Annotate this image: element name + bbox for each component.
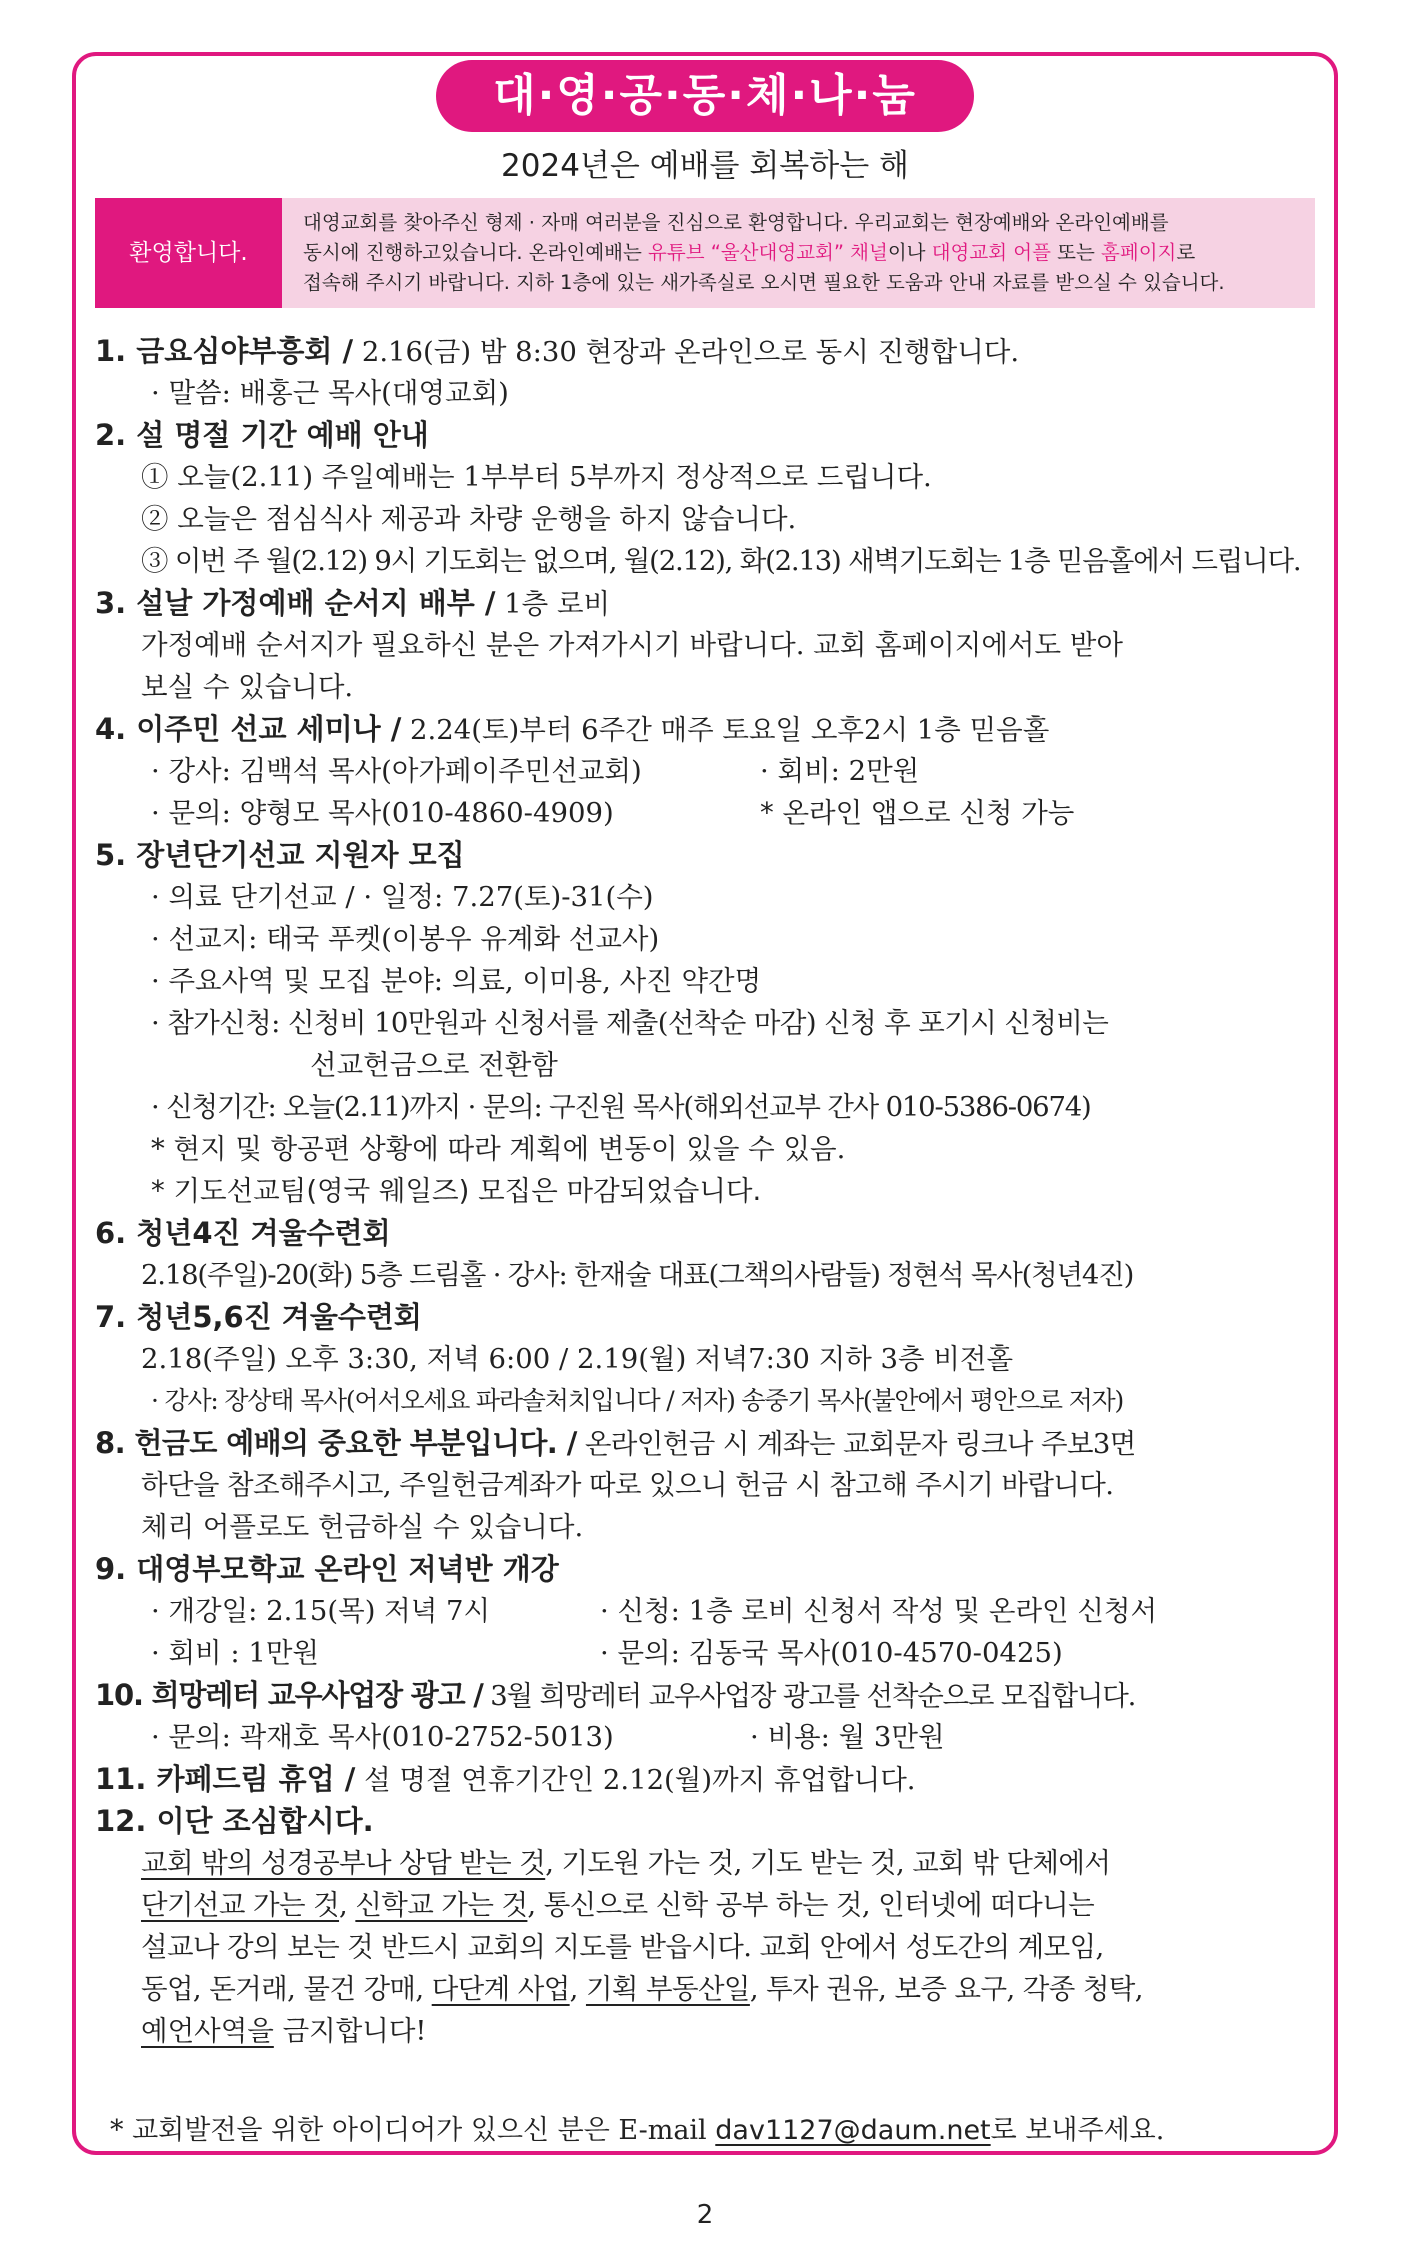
item-text: · 문의: 김동국 목사(010-4570-0425) [600, 1637, 1063, 1669]
underlined-text: 다단계 사업 [431, 1973, 570, 2005]
welcome-label: 환영합니다. [95, 198, 282, 308]
email-link[interactable]: dav1127@daum.net [715, 2115, 991, 2146]
item-3-heading [95, 582, 1315, 624]
underlined-text: 교회 밖의 성경공부나 상담 받는 것 [141, 1847, 546, 1879]
item-heading: 2. 설 명절 기간 예배 안내 [95, 418, 429, 452]
item-8-heading [95, 1422, 1315, 1464]
item-3-line: 보실 수 있습니다. [141, 671, 354, 703]
item-text: · 문의: 양형모 목사(010-4860-4909) [151, 797, 614, 829]
item-heading: 11. 카페드림 휴업 / [95, 1762, 356, 1796]
item-5-line: 선교헌금으로 전환함 [310, 1049, 558, 1081]
item-6-heading [95, 1212, 1315, 1254]
item-5-line: · 주요사역 및 모집 분야: 의료, 이미용, 사진 약간명 [151, 965, 762, 997]
item-5-line: · 의료 단기선교 / · 일정: 7.27(토)-31(수) [151, 881, 654, 913]
item-5-line: · 참가신청: 신청비 10만원과 신청서를 제출(선착순 마감) 신청 후 포기시 신청비는 [151, 1007, 1109, 1039]
item-text: , 투자 권유, 보증 요구, 각종 청탁, [749, 1973, 1143, 2005]
footer-text: * 교회발전을 위한 아이디어가 있으신 분은 E-mail [110, 2115, 716, 2146]
page-title: 대·영·공·동·체·나·눔 [436, 60, 974, 132]
welcome-text [303, 208, 1303, 298]
item-12-line [95, 1968, 1315, 2010]
item-heading: 4. 이주민 선교 세미나 / [95, 712, 402, 746]
item-2-heading [95, 414, 1315, 456]
item-text: · 비용: 월 3만원 [750, 1721, 945, 1753]
welcome-line: 접속해 주시기 바랍니다. 지하 1층에 있는 새가족실로 오시면 필요한 도움과 안내 자료를 받으실 수 있습니다. [303, 271, 1225, 294]
item-text: 설 명절 연휴기간인 2.12(월)까지 휴업합니다. [355, 1764, 916, 1796]
item-2-line: ② 오늘은 점심식사 제공과 차량 운행을 하지 않습니다. [141, 503, 797, 535]
item-text: · 문의: 곽재호 목사(010-2752-5013) [151, 1721, 614, 1753]
item-text: 3월 희망레터 교우사업장 광고를 선착순으로 모집합니다. [482, 1680, 1136, 1712]
item-text: · 강사: 김백석 목사(아가페이주민선교회) [151, 755, 642, 787]
welcome-line [303, 238, 1303, 268]
item-text: · 신청: 1층 로비 신청서 작성 및 온라인 신청서 [600, 1595, 1158, 1627]
item-4-heading [95, 708, 1315, 750]
item-text: 동업, 돈거래, 물건 강매, [141, 1973, 432, 2005]
item-9-row [95, 1632, 1315, 1674]
item-text: 현장과 온라인 [585, 336, 754, 368]
item-text: · 회비: 2만원 [760, 755, 920, 787]
item-1-heading [95, 330, 1315, 372]
underlined-text: 기획 부동산일 [585, 1973, 750, 2005]
item-heading: 3. 설날 가정예배 순서지 배부 / [95, 586, 496, 620]
welcome-text-span: 로 [1176, 241, 1196, 264]
item-7-heading [95, 1296, 1315, 1338]
page-subtitle: 2024년은 예배를 회복하는 해 [501, 148, 909, 184]
item-text: , [339, 1889, 356, 1921]
youtube-channel-text: 유튜브 “울산대영교회” 채널 [648, 241, 888, 264]
item-5-line: * 기도선교팀(영국 웨일즈) 모집은 마감되었습니다. [151, 1175, 762, 1207]
underlined-text: 단기선교 가는 것 [141, 1889, 340, 1921]
homepage-text: 홈페이지 [1101, 241, 1177, 264]
item-text: · 개강일: 2.15(목) 저녁 7시 [151, 1595, 491, 1627]
item-8-line: 하단을 참조해주시고, 주일헌금계좌가 따로 있으니 헌금 시 참고해 주시기 바랍니다. [141, 1469, 1114, 1501]
item-11-heading [95, 1758, 1315, 1800]
item-text: 으로 동시 진행합니다. [753, 336, 1020, 368]
item-4-row [95, 750, 1315, 792]
item-text: · 회비 : 1만원 [151, 1637, 319, 1669]
underlined-text: 예언사역을 [141, 2015, 274, 2047]
item-text: 2.24(토)부터 6주간 매주 토요일 오후2시 1층 믿음홀 [401, 714, 1050, 746]
item-5-line: · 선교지: 태국 푸켓(이봉우 유계화 선교사) [151, 923, 660, 955]
welcome-text-span: 동시에 진행하고있습니다. 온라인예배는 [303, 241, 649, 264]
item-2-line: ① 오늘(2.11) 주일예배는 1부부터 5부까지 정상적으로 드립니다. [141, 461, 932, 493]
item-1-speaker: · 말씀: 배홍근 목사(대영교회) [151, 377, 509, 409]
footer-note [110, 2108, 1164, 2147]
item-text: 2.16(금) 밤 8:30 [353, 336, 586, 368]
item-10-row [95, 1716, 1315, 1758]
footer-text: 로 보내주세요. [990, 2115, 1165, 2146]
item-7-line: 2.18(주일) 오후 3:30, 저녁 6:00 / 2.19(월) 저녁7:30 지하 3층 비전홀 [141, 1343, 1014, 1375]
item-text: * 온라인 앱으로 신청 가능 [760, 797, 1075, 829]
item-9-heading [95, 1548, 1315, 1590]
item-9-row [95, 1590, 1315, 1632]
item-heading: 5. 장년단기선교 지원자 모집 [95, 838, 465, 872]
app-text: 대영교회 어플 [931, 241, 1051, 264]
item-5-line: * 현지 및 항공편 상황에 따라 계획에 변동이 있을 수 있음. [151, 1133, 846, 1165]
item-text: 1층 로비 [495, 588, 611, 620]
item-heading: 1. 금요심야부흥회 / [95, 334, 354, 368]
item-5-line: · 신청기간: 오늘(2.11)까지 · 문의: 구진원 목사(해외선교부 간사 010-5386-0674) [151, 1091, 1091, 1123]
item-heading: 6. 청년4진 겨울수련회 [95, 1216, 391, 1250]
item-3-line: 가정예배 순서지가 필요하신 분은 가져가시기 바랍니다. 교회 홈페이지에서도 받아 [141, 629, 1123, 661]
item-8-line: 체리 어플로도 헌금하실 수 있습니다. [141, 1511, 584, 1543]
item-2-line: ③ 이번 주 월(2.12) 9시 기도회는 없으며, 월(2.12), 화(2.13) 새벽기도회는 1층 믿음홀에서 드립니다. [141, 545, 1301, 577]
item-text: 온라인헌금 시 계좌는 교회문자 링크나 주보3면 [576, 1428, 1136, 1460]
item-text: , 기도원 가는 것, 기도 받는 것, 교회 밖 단체에서 [545, 1847, 1111, 1879]
underlined-text: 신학교 가는 것 [355, 1889, 528, 1921]
item-heading: 8. 헌금도 예배의 중요한 부분입니다. / [95, 1426, 577, 1460]
page-number: 2 [696, 2200, 714, 2230]
item-12-line [95, 1884, 1315, 1926]
item-12-line [95, 2010, 1315, 2052]
item-4-row [95, 792, 1315, 834]
item-text: , 통신으로 신학 공부 하는 것, 인터넷에 떠다니는 [527, 1889, 1095, 1921]
welcome-line: 대영교회를 찾아주신 형제 · 자매 여러분을 진심으로 환영합니다. 우리교회는 현장예배와 온라인예배를 [303, 211, 1169, 234]
welcome-text-span: 또는 [1050, 241, 1102, 264]
item-12-line: 설교나 강의 보는 것 반드시 교회의 지도를 받읍시다. 교회 안에서 성도간의 계모임, [141, 1931, 1104, 1963]
item-heading: 7. 청년5,6진 겨울수련회 [95, 1300, 422, 1334]
item-heading: 10. 희망레터 교우사업장 광고 / [95, 1678, 483, 1712]
item-heading: 12. 이단 조심합시다. [95, 1804, 374, 1838]
item-text: , [569, 1973, 586, 2005]
item-text: 금지합니다! [273, 2015, 427, 2047]
item-5-heading [95, 834, 1315, 876]
welcome-box [95, 198, 1315, 308]
item-12-heading [95, 1800, 1315, 1842]
welcome-text-span: 이나 [887, 241, 932, 264]
item-6-line: 2.18(주일)-20(화) 5층 드림홀 · 강사: 한재술 대표(그책의사람들) 정현석 목사(청년4진) [141, 1259, 1134, 1291]
item-12-line [95, 1842, 1315, 1884]
item-7-line: · 강사: 장상태 목사(어서오세요 파라솔처치입니다 / 저자) 송중기 목사(불안에서 평안으로 저자) [151, 1386, 1124, 1415]
item-heading: 9. 대영부모학교 온라인 저녁반 개강 [95, 1552, 559, 1586]
item-10-heading [95, 1674, 1315, 1716]
announcement-list [95, 330, 1315, 2052]
